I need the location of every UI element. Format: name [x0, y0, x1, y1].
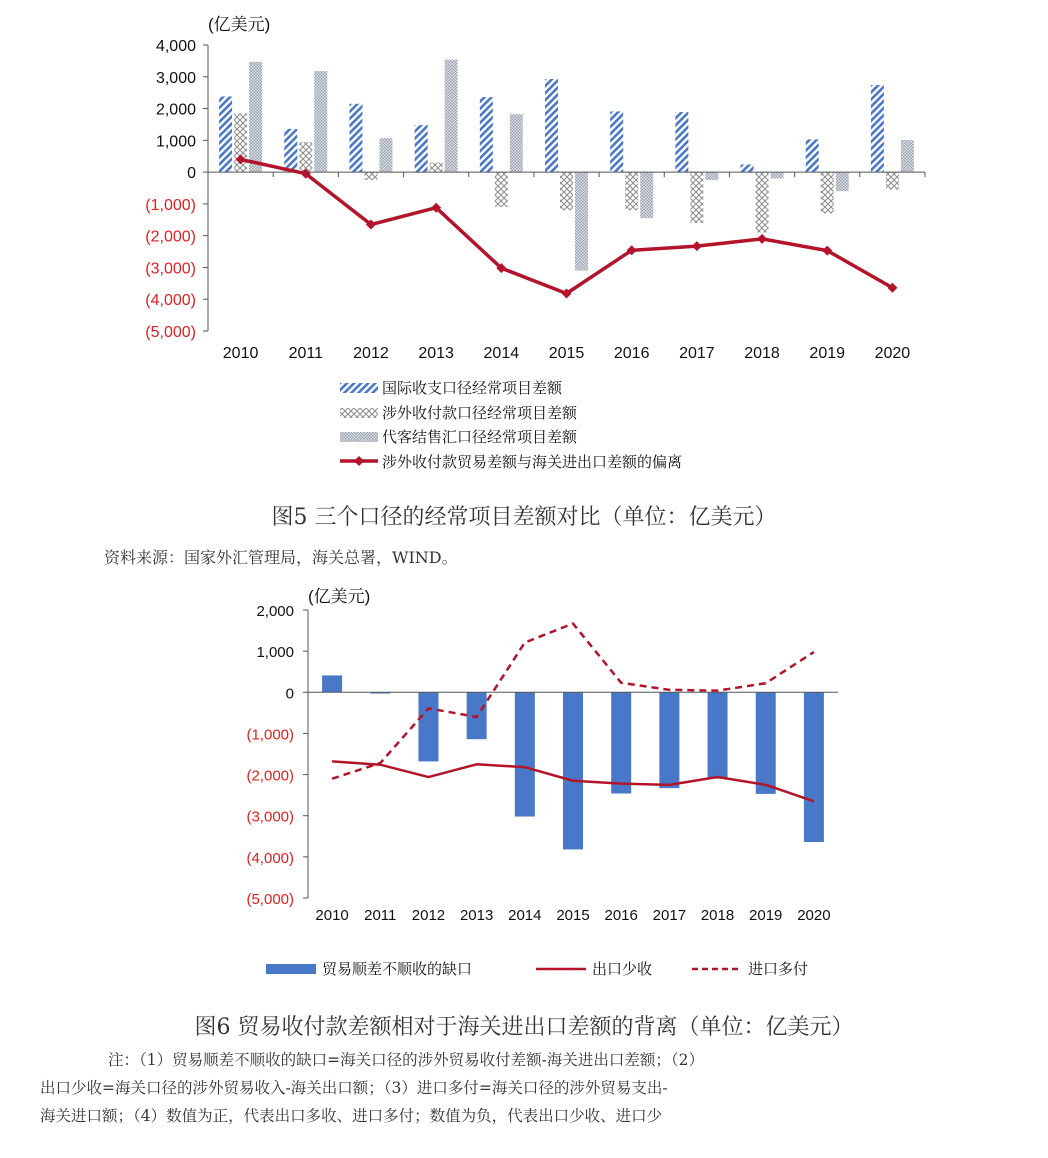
bar-fx: [640, 172, 653, 218]
x-tick-label: 2013: [459, 907, 494, 924]
x-tick-label: 2012: [353, 345, 389, 362]
legend-label-import: 进口多付: [748, 961, 809, 978]
figure5-chart: [0, 0, 1048, 490]
legend-swatch-cross: [340, 408, 378, 418]
bar-fx: [314, 71, 327, 172]
bars: [219, 60, 914, 271]
bars: [322, 675, 824, 849]
legend-swatch-marker: [354, 456, 364, 466]
bar-cross: [430, 163, 443, 173]
y-tick-label: (1,000): [246, 726, 294, 744]
legend-swatch-fx: [340, 432, 378, 442]
bar-bop: [675, 112, 688, 172]
y-tick-label: (3,000): [145, 260, 196, 278]
bar-bop: [806, 139, 819, 172]
bar-cross: [560, 172, 573, 210]
x-tick-label: 2010: [315, 907, 349, 924]
bar-cross: [690, 172, 703, 223]
x-tick-label: 2011: [364, 907, 397, 924]
bar-bop: [480, 97, 493, 172]
y-tick-label: (2,000): [246, 767, 294, 785]
bar-bop: [871, 85, 884, 172]
y-tick-label: (5,000): [145, 324, 196, 341]
bar-fx: [901, 140, 914, 172]
bar-fx: [836, 172, 849, 191]
bar-fx: [575, 172, 588, 271]
x-tick-label: 2013: [418, 345, 454, 362]
figure5-legend: [340, 380, 682, 471]
bar-fx: [510, 114, 523, 172]
figure-note: [40, 1046, 1010, 1130]
figure6-legend: [266, 961, 808, 978]
x-tick-label: 2020: [874, 345, 911, 362]
y-tick-label: 4,000: [155, 38, 196, 55]
legend-swatch-gap: [266, 964, 316, 974]
bar-bop: [415, 125, 428, 172]
bar-cross: [364, 172, 377, 180]
figure6-caption: 图6 贸易收付款差额相对于海关进出口差额的背离（单位：亿美元）: [194, 1015, 854, 1040]
x-tick-label: 2011: [288, 345, 323, 362]
bar-bop: [219, 96, 232, 172]
x-tick-label: 2010: [222, 345, 259, 362]
y-axis: [145, 38, 208, 341]
note-line-2: 出口少收=海关口径的涉外贸易收入-海关出口额；（3）进口多付=海关口径的涉外贸易支出-: [40, 1079, 668, 1097]
bar-gap: [563, 692, 583, 849]
bar-fx: [771, 172, 784, 178]
bar-gap: [804, 692, 824, 842]
bar-gap: [756, 692, 776, 794]
legend-label-export: 出口少收: [592, 961, 653, 978]
bar-fx: [379, 138, 392, 172]
bar-fx: [445, 60, 458, 172]
x-tick-label: 2015: [548, 345, 585, 362]
figure5-source: 资料来源：国家外汇管理局，海关总署，WIND。: [104, 548, 458, 567]
y-tick-label: 1,000: [256, 644, 294, 662]
x-tick-label: 2018: [744, 345, 780, 362]
x-tick-label: 2017: [652, 907, 687, 924]
legend-label-line: 涉外收付款贸易差额与海关进出口差额的偏离: [382, 454, 683, 471]
bar-cross: [625, 172, 638, 210]
deviation-point: [692, 241, 702, 251]
note-line-3: 海关进口额；（4）数值为正，代表出口多收、进口多付；数值为负，代表出口少收、进口少: [40, 1107, 663, 1125]
y-tick-label: (3,000): [246, 808, 294, 826]
bar-cross: [495, 172, 508, 207]
x-tick-label: 2012: [411, 907, 446, 924]
bar-gap: [322, 675, 342, 692]
x-tick-label: 2020: [797, 907, 831, 924]
y-tick-label: 2,000: [155, 101, 196, 119]
y-tick-label: 3,000: [155, 69, 196, 87]
figure5-unit-label: (亿美元): [208, 15, 271, 34]
deviation-point: [757, 234, 767, 244]
x-tick-label: 2018: [700, 907, 735, 924]
bar-fx: [249, 62, 262, 172]
y-tick-label: (4,000): [246, 849, 294, 867]
x-tick-label: 2014: [483, 345, 520, 362]
x-tick-label: 2015: [556, 907, 590, 924]
x-tick-label: 2016: [604, 907, 638, 924]
x-tick-label: 2014: [508, 907, 542, 924]
figure6-unit-label: (亿美元): [308, 587, 371, 606]
bar-gap: [418, 692, 438, 761]
bar-gap: [659, 692, 679, 788]
y-tick-label: 1,000: [155, 133, 196, 151]
bar-gap: [708, 692, 728, 778]
legend-swatch-bop: [340, 383, 378, 393]
legend-label-cross: 涉外收付款口径经常项目差额: [382, 405, 578, 422]
bar-bop: [545, 79, 558, 172]
bar-cross: [821, 172, 834, 213]
bar-cross: [756, 172, 769, 232]
note-line-1: 注：（1）贸易顺差不顺收的缺口=海关口径的涉外贸易收付差额-海关进出口差额；（2）: [108, 1051, 704, 1069]
x-tick-label: 2016: [613, 345, 650, 362]
y-tick-label: (1,000): [145, 196, 196, 214]
legend-label-bop: 国际收支口径经常项目差额: [382, 380, 563, 397]
bar-bop: [610, 111, 623, 172]
bar-bop: [349, 104, 362, 172]
bar-fx: [705, 172, 718, 180]
bar-bop: [284, 129, 297, 172]
figure5-caption: 图5 三个口径的经常项目差额对比（单位：亿美元）: [271, 505, 777, 530]
legend-label-gap: 贸易顺差不顺收的缺口: [322, 961, 473, 978]
bar-cross: [299, 142, 312, 172]
bar-gap: [611, 692, 631, 793]
y-tick-label: (5,000): [246, 891, 294, 908]
y-tick-label: 2,000: [256, 603, 294, 620]
y-tick-label: (2,000): [145, 228, 196, 246]
x-tick-label: 2019: [749, 907, 783, 924]
bar-cross: [886, 172, 899, 189]
x-tick-label: 2019: [809, 345, 846, 362]
bar-bop: [741, 164, 754, 172]
x-tick-label: 2017: [679, 345, 715, 362]
figure6-chart: [0, 580, 1048, 1000]
y-tick-label: 0: [187, 165, 196, 183]
y-tick-label: 0: [285, 685, 294, 703]
bar-gap: [515, 692, 535, 816]
y-tick-label: (4,000): [145, 292, 196, 310]
y-axis: [246, 603, 308, 908]
legend-label-fx: 代客结售汇口径经常项目差额: [382, 429, 578, 446]
